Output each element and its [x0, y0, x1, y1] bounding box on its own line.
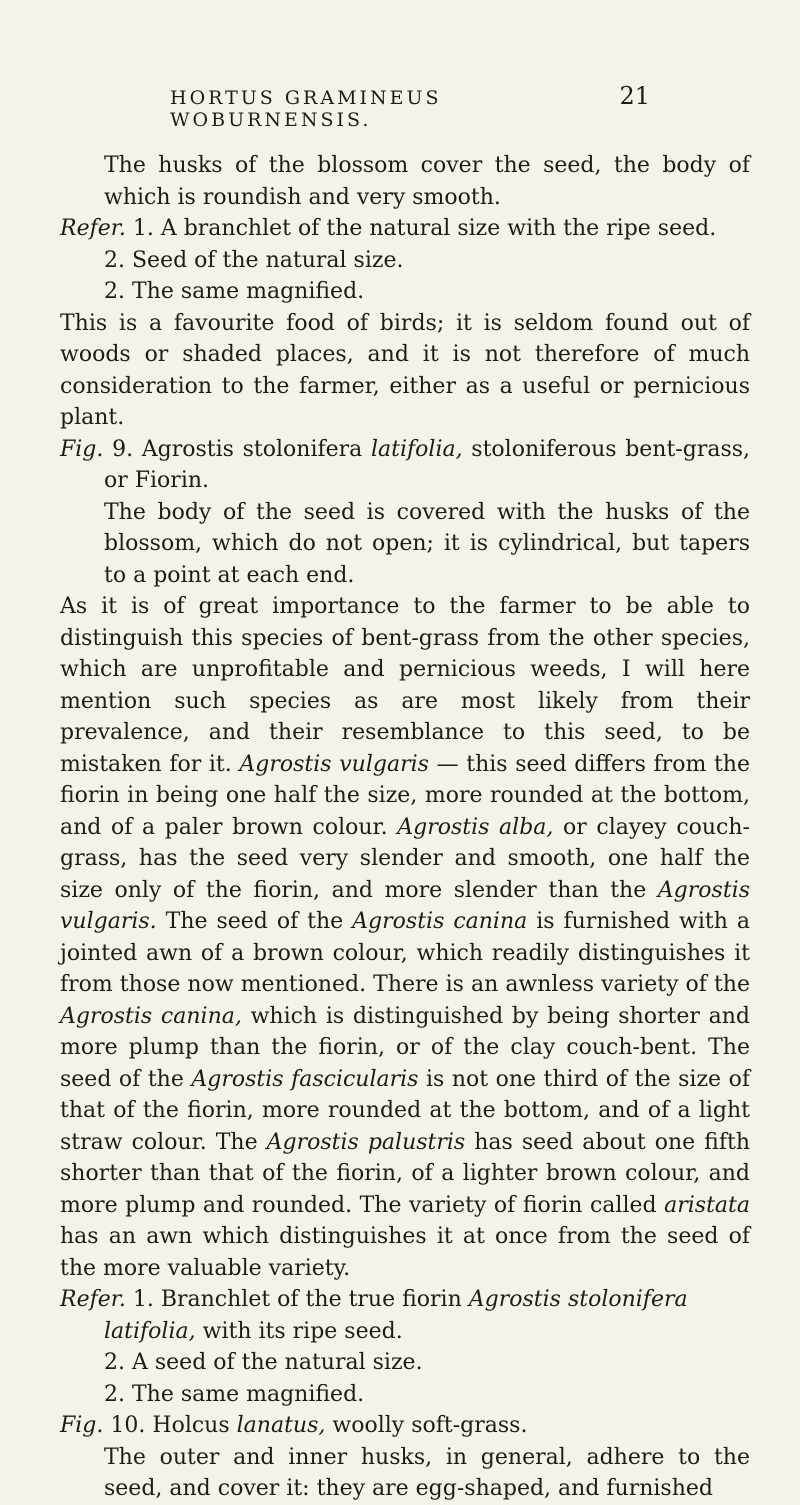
refer-item	[60, 1379, 750, 1411]
running-title: HORTUS GRAMINEUS WOBURNENSIS.	[170, 87, 442, 131]
figure-heading-10	[60, 1410, 750, 1442]
variety-name-italic: aristata	[664, 1192, 750, 1218]
species-name-italic: Agrostis fascicularis	[191, 1066, 419, 1092]
species-name-italic: Agrostis alba,	[397, 814, 554, 840]
paragraph-text: — this seed differs from the fiorin in being one half the size, more rounded at the bottom, and of a paler brown colour.	[60, 751, 750, 840]
common-name: woolly soft-grass.	[332, 1413, 528, 1438]
fig-label: Fig.	[60, 1413, 104, 1438]
paragraph-text: The outer and inner husks, in general, adhere to the seed, and cover it: they are egg-shaped, and furnished	[104, 1444, 750, 1501]
refer-item	[60, 1347, 750, 1379]
refer-item-text: 1. A branchlet of the natural size with the ripe seed.	[132, 216, 717, 241]
species-name: Agrostis stolonifera	[141, 436, 363, 462]
paragraph-birds-food	[60, 308, 750, 434]
paragraph-text: or clayey couch-grass, has the seed very slender and smooth, one half the size only of the fiorin, and more slender than the	[60, 814, 750, 903]
species-variety: lanatus,	[236, 1413, 326, 1438]
refer-item	[60, 276, 750, 308]
paragraph-text: has an awn which distinguishes it at once from the seed of the more valuable variety.	[60, 1224, 750, 1281]
species-name-italic: Agrostis canina,	[60, 1003, 242, 1029]
paragraph-text: is furnished with a jointed awn of a brown colour, which readily distinguishes it from those now mentioned. There is an awnless variety of the	[60, 909, 750, 997]
refer-item-text: 2. The same magnified.	[104, 279, 365, 304]
paragraph-seed-description	[104, 150, 750, 213]
refer-item	[60, 1284, 750, 1347]
paragraph-text: The husks of the blossom cover the seed, the body of which is roundish and very smooth.	[104, 153, 750, 210]
refer-item-text: 1. Branchlet of the true fiorin	[132, 1287, 462, 1312]
fig-number: 10.	[110, 1413, 146, 1438]
refer-label: Refer.	[60, 1287, 126, 1312]
paragraph-seed-cylindrical	[60, 497, 750, 592]
species-name-italic: Agrostis vulgaris.	[60, 877, 750, 934]
refer-list-1	[60, 213, 750, 308]
species-name-italic: Agrostis stolonifera latifolia,	[104, 1287, 688, 1344]
paragraph-text: has seed about one fifth shorter than that of the fiorin, of a lighter brown colour, and more plump and rounded. The variety of fiorin called	[60, 1129, 750, 1218]
paragraph-text: is not one third of the size of that of the fiorin, more rounded at the bottom, and of a light straw colour. The	[60, 1066, 750, 1155]
paragraph-text: As it is of great importance to the farmer to be able to distinguish this species of bent-grass from the other species, which are unprofitable and pernicious weeds, I will here mention such species as are most likely from their prevalence, and their resemblance to this seed, to be mistaken for it.	[60, 594, 750, 777]
page-number: 21	[619, 82, 650, 110]
common-name: stoloniferous bent-grass, or Fiorin.	[104, 436, 751, 493]
species-name-italic: Agrostis vulgaris	[239, 751, 429, 777]
paragraph-text: This is a favourite food of birds; it is seldom found out of woods or shaded places, and it is not therefore of much consideration to the farmer, either as a useful or pernicious plant.	[60, 310, 750, 430]
species-name-italic: Agrostis palustris	[266, 1129, 466, 1155]
figure-heading-9	[60, 434, 750, 497]
refer-item-text: 2. The same magnified.	[104, 1381, 365, 1407]
refer-label: Refer.	[60, 216, 126, 241]
fig-number: 9.	[112, 436, 134, 462]
refer-list-2	[60, 1284, 750, 1410]
fig-label: Fig.	[60, 436, 104, 462]
refer-item-text: 2. A seed of the natural size.	[104, 1350, 423, 1375]
running-header	[170, 82, 650, 131]
paragraph-text: The seed of the	[165, 909, 344, 934]
refer-item-text: 2. Seed of the natural size.	[104, 247, 404, 273]
page-body	[60, 150, 750, 1505]
species-variety: latifolia,	[370, 436, 463, 462]
paragraph-text: The body of the seed is covered with the husks of the blossom, which do not open; it is cylindrical, but tapers to a point at each end.	[104, 499, 750, 588]
refer-item	[60, 213, 750, 245]
paragraph-species-comparison	[60, 591, 750, 1284]
paragraph-text: which is distinguished by being shorter and more plump than the fiorin, or of the clay couch-bent. The seed of the	[60, 1003, 750, 1092]
refer-item-text: with its ripe seed.	[202, 1318, 403, 1344]
refer-item	[60, 245, 750, 277]
species-name-italic: Agrostis canina	[352, 909, 528, 934]
species-name: Holcus	[152, 1413, 230, 1438]
